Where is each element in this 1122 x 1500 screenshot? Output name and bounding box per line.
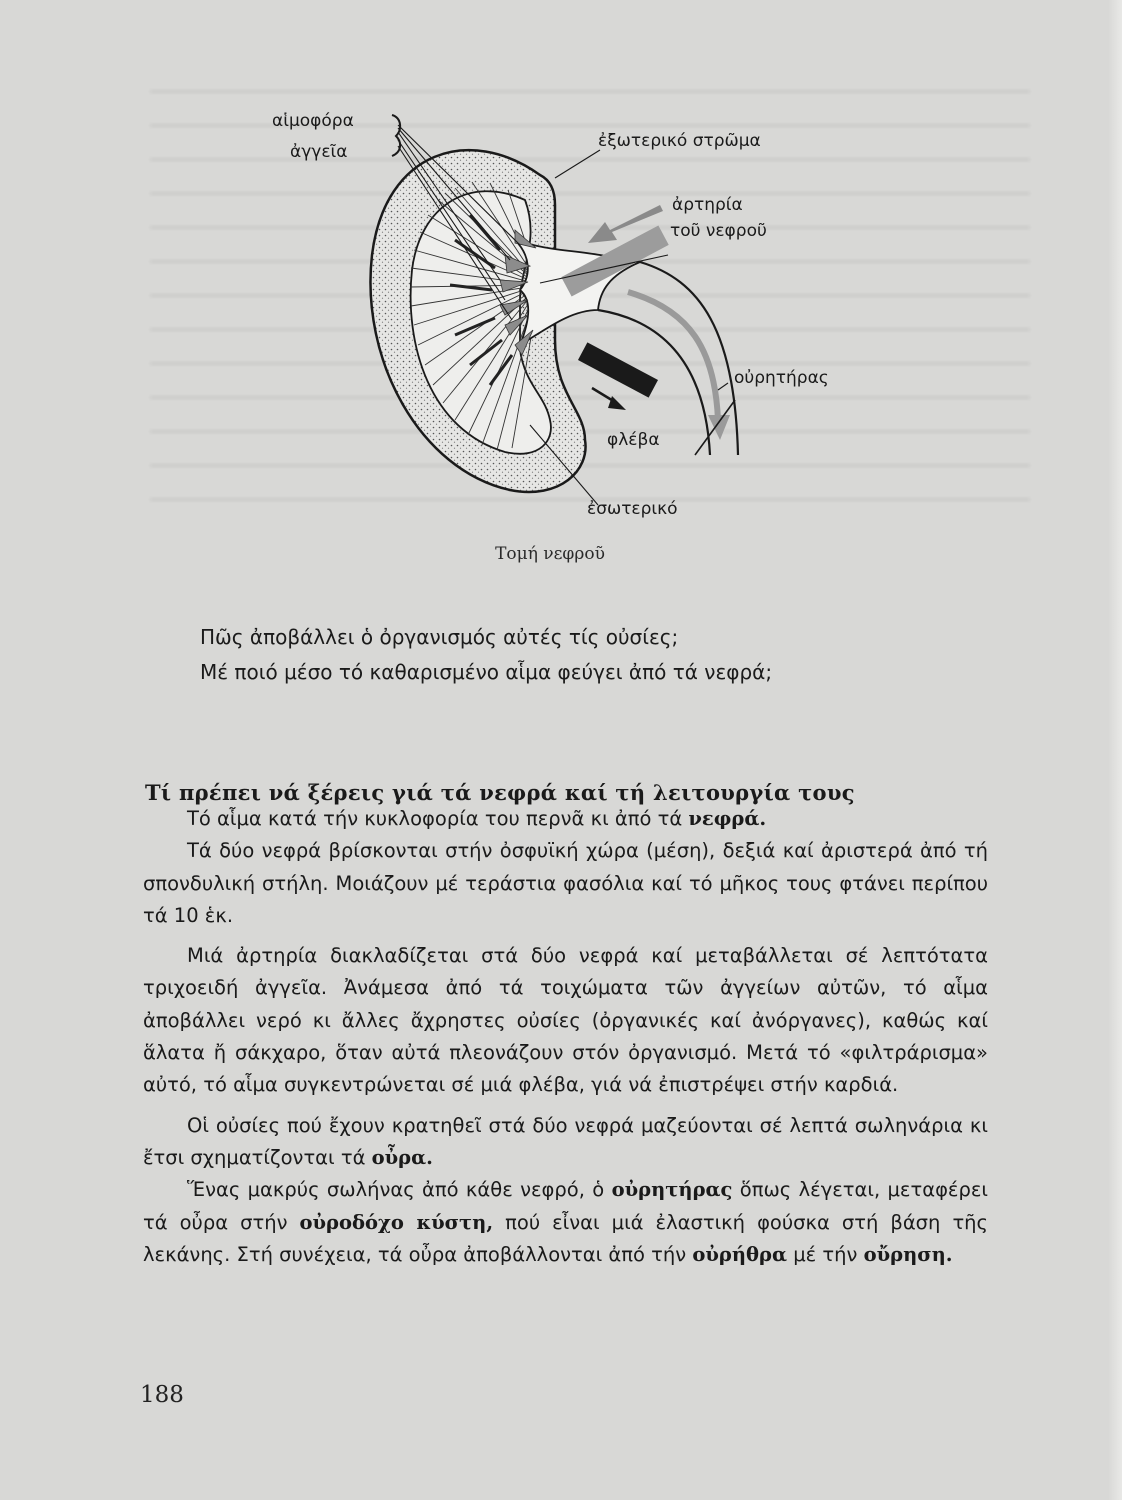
figure-caption: Τομή νεφροῦ (495, 544, 605, 564)
paragraph-5-text-3: πού εἶναι μιά ἐλαστική φούσκα στή βάση τῆς λεκάνης. Στή συνέχεια, τά οὖρα ἀποβάλλονται ἀπό τήν (143, 1210, 988, 1266)
ureter-flow-arrow (628, 292, 718, 420)
label-artery-1: ἀρτηρία (672, 195, 743, 215)
question-1: Πῶς ἀποβάλλει ὁ ὀργανισμός αὐτές τίς οὐσίες; (200, 625, 679, 649)
term-urine: οὖρα. (371, 1145, 433, 1169)
page-edge (1108, 0, 1122, 1500)
label-artery-2: τοῦ νεφροῦ (670, 221, 767, 241)
paragraph-4-text: Οἱ οὐσίες πού ἔχουν κρατηθεῖ στά δύο νεφρά μαζεύονται σέ λεπτά σωληνάρια κι ἔτσι σχηματίζονται τά (143, 1113, 988, 1169)
section-heading: Τί πρέπει νά ξέρεις γιά τά νεφρά καί τή λειτουργία τους (145, 780, 855, 805)
term-ureter: οὐρητήρας (611, 1178, 733, 1202)
paragraph-5-text-1: Ἕνας μακρύς σωλήνας ἀπό κάθε νεφρό, ὁ (187, 1178, 612, 1202)
paragraph-1-text: Τό αἷμα κατά τήν κυκλοφορία του περνᾶ κι ἀπό τά (187, 807, 689, 830)
paragraph-5-text-4: μέ τήν (787, 1242, 864, 1266)
term-urethra: οὐρήθρα (692, 1242, 788, 1266)
label-inner: ἐσωτερικό (587, 499, 678, 519)
paragraph-3: Μιά ἀρτηρία διακλαδίζεται στά δύο νεφρά καί μεταβάλλεται σέ λεπτότατα τριχοειδή ἀγγεῖα. Ἀνάμεσα ἀπό τά τοιχώματα τῶν ἀγγείων αὐτῶν, τό αἷμα ἀποβάλλει νερό κι ἄλλες ἄχρηστες οὐσίες (ὀργανικές καί ἀνόργανες), καθώς καί ἅλατα ἤ σάκχαρο, ὅταν αὐτά πλεονάζουν στόν ὀργανισμό. Μετά τό «φιλτράρισμα» αὐτό, τό αἷμα συγκεντρώνεται σέ μιά φλέβα, γιά νά ἐπιστρέψει στήν καρδιά. (143, 944, 988, 1097)
paragraph-2: Τά δύο νεφρά βρίσκονται στήν ὀσφυϊκή χώρα (μέση), δεξιά καί ἀριστερά ἀπό τή σπονδυλική στήλη. Μοιάζουν μέ τεράστια φασόλια καί τό μῆκος τους φτάνει περίπου τά 10 ἑκ. (143, 839, 988, 927)
paragraph-1 (143, 803, 988, 835)
body-text (143, 803, 988, 1271)
page-number: 188 (140, 1382, 184, 1408)
label-vein: φλέβα (607, 430, 660, 450)
questions-block (200, 620, 960, 690)
label-blood-vessels-1: αἱμοφόρα (272, 111, 354, 131)
term-bladder: οὐροδόχο κύστη, (299, 1210, 494, 1234)
paragraph-5-text-2: ὅπως λέγεται, μεταφέρει τά οὖρα στήν (143, 1178, 988, 1234)
term-urination: οὔρηση. (863, 1242, 953, 1266)
ureter-arrowhead (708, 415, 730, 440)
paragraph-4 (143, 1110, 988, 1175)
kidney-section-diagram (240, 100, 880, 530)
question-2: Μέ ποιό μέσο τό καθαρισμένο αἷμα φεύγει ἀπό τά νεφρά; (200, 660, 773, 684)
label-blood-vessels-2: ἀγγεῖα (290, 142, 348, 162)
label-outer-layer: ἐξωτερικό στρῶμα (598, 131, 761, 151)
vessels-brace (392, 115, 400, 156)
label-ureter: οὐρητήρας (734, 368, 829, 388)
term-kidneys: νεφρά. (688, 807, 767, 830)
paragraph-5 (143, 1174, 988, 1271)
renal-vein (578, 342, 658, 397)
